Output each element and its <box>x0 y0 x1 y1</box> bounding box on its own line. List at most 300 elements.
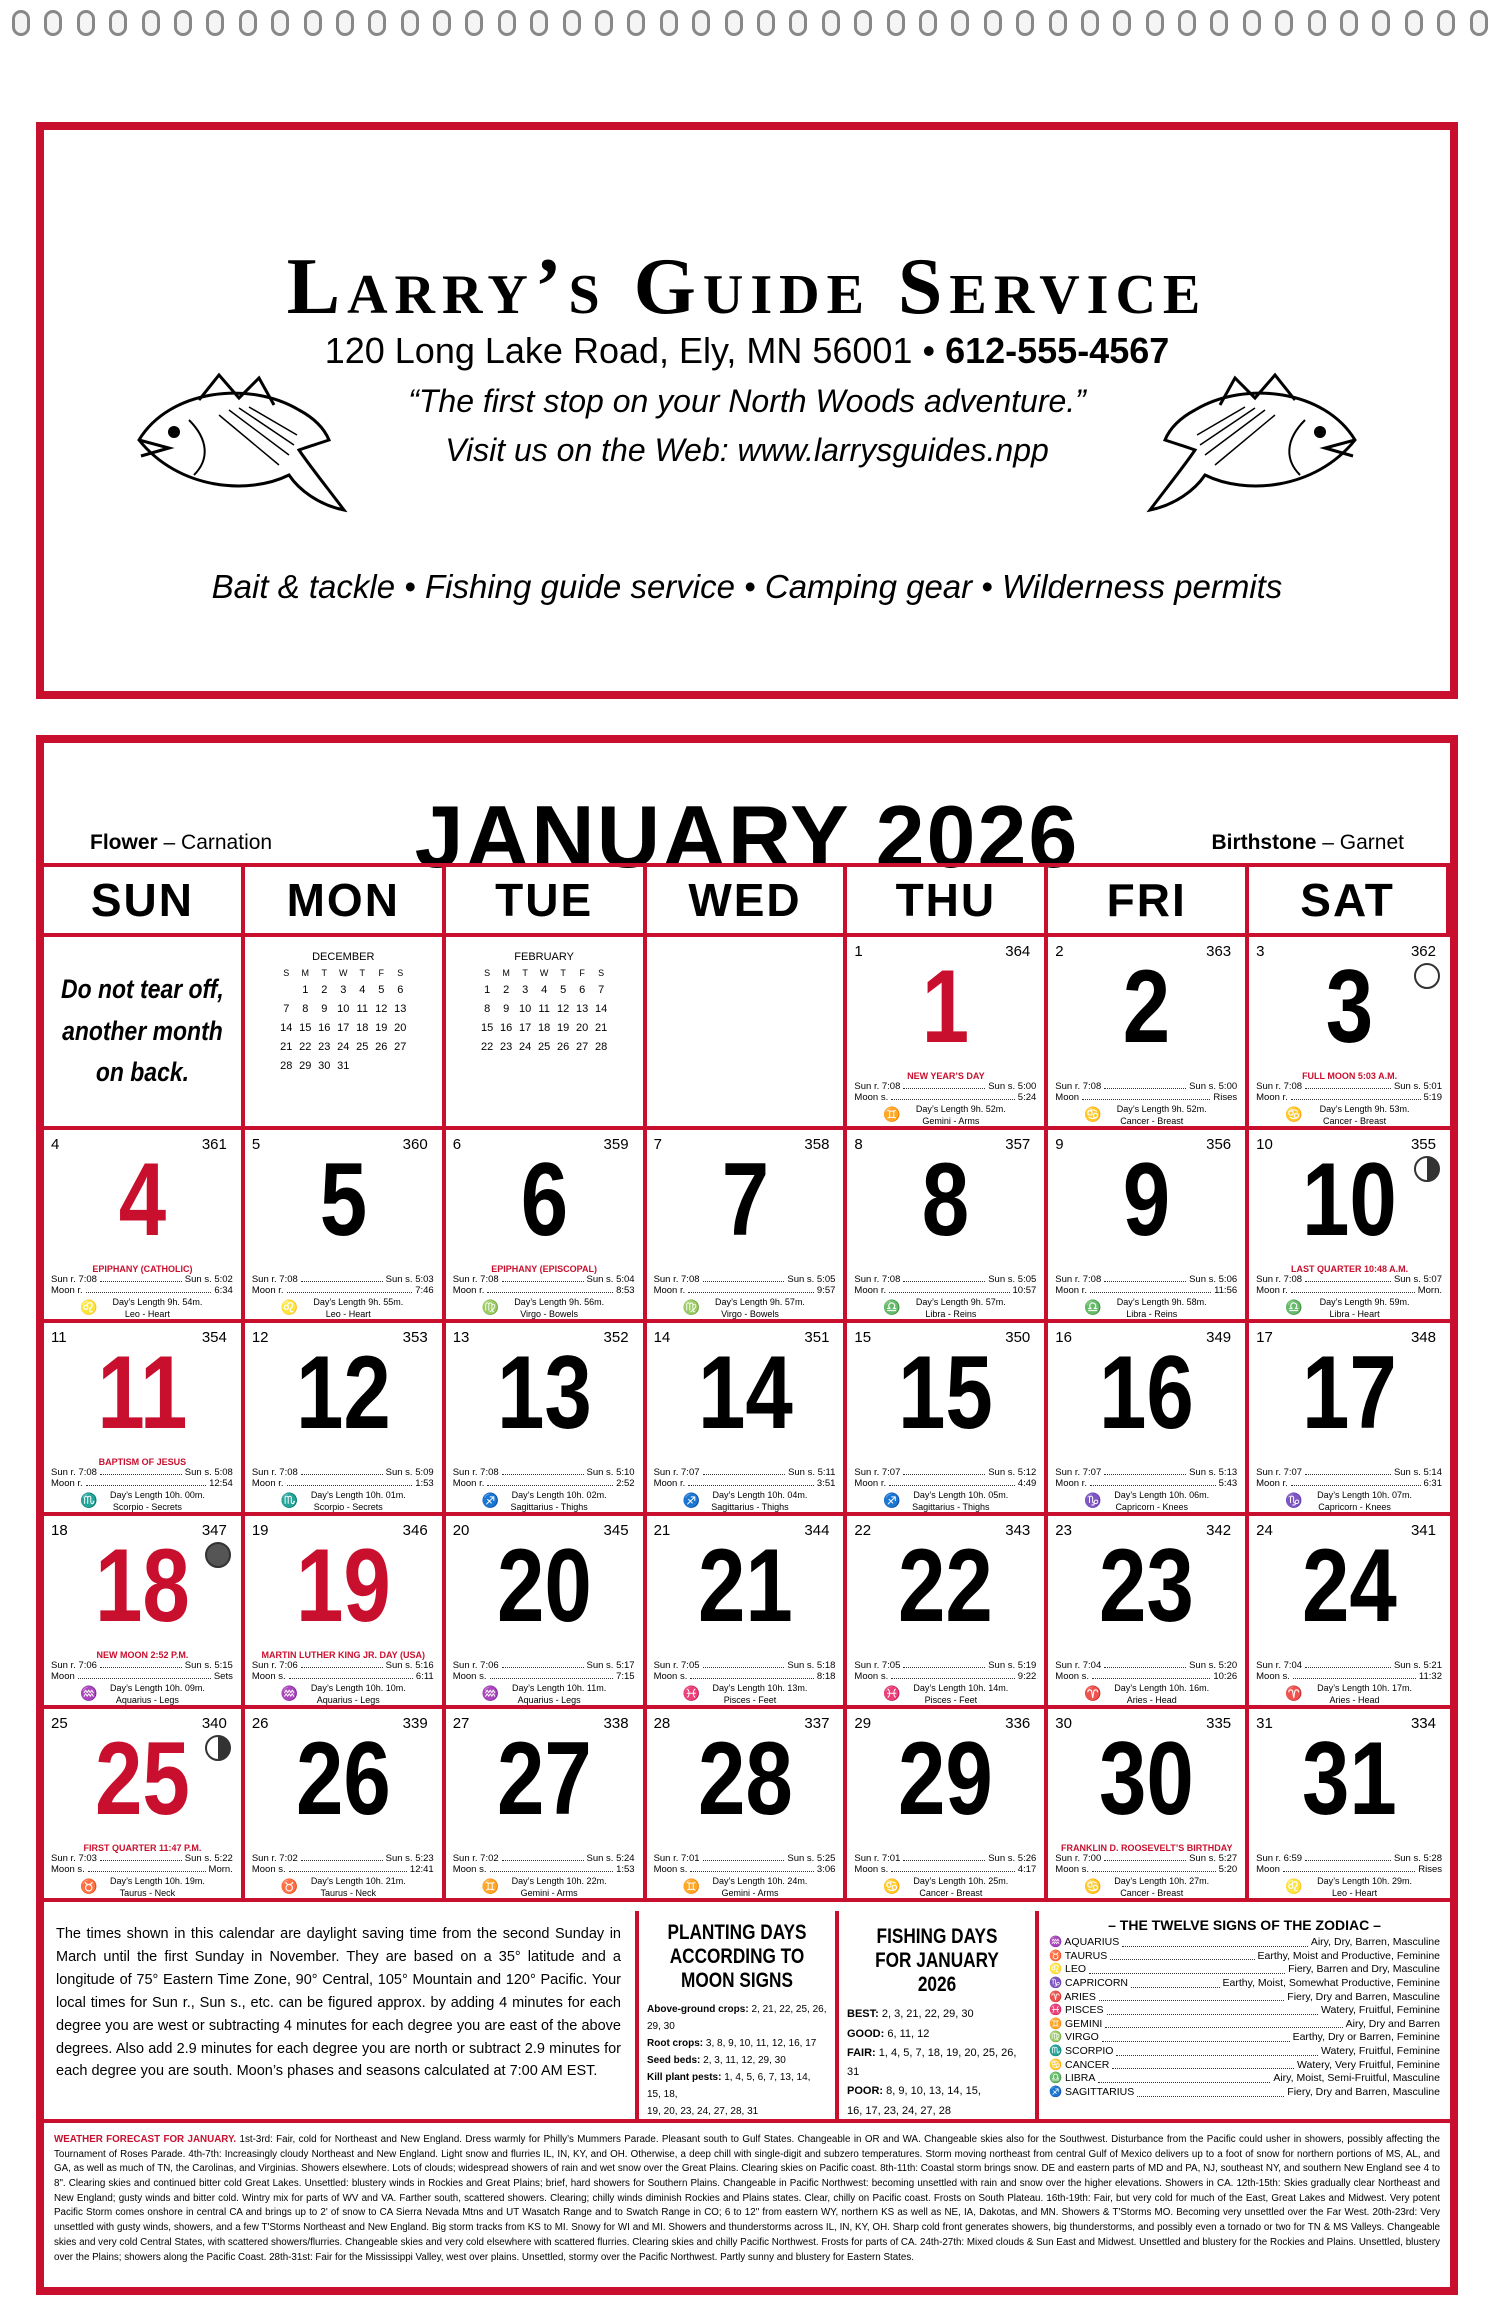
weather-forecast <box>44 2127 1450 2271</box>
dot-leader <box>1291 1092 1421 1100</box>
days-remaining: 346 <box>402 1522 428 1539</box>
mini-calendar-head-cell: W <box>539 968 549 978</box>
zodiac-icon: ♓ <box>883 1685 901 1701</box>
sunrise-time: Sun r. 7:08 <box>452 1274 499 1285</box>
spiral-coil <box>12 10 30 36</box>
day-number-small: 17 <box>1256 1329 1273 1346</box>
moon-label: Moon r. <box>1256 1478 1288 1489</box>
dot-leader <box>88 1864 206 1872</box>
sun-times <box>1256 1467 1442 1478</box>
dot-leader <box>1104 1274 1186 1282</box>
mini-calendar-day: 4 <box>541 983 548 996</box>
zodiac-icon: ♎ <box>1285 1299 1303 1315</box>
day-cell <box>44 1323 245 1516</box>
planting-title-line: MOON SIGNS <box>681 1969 793 1993</box>
fishing-row <box>847 2102 1027 2121</box>
day-number-small: 16 <box>1055 1329 1072 1346</box>
spiral-coil <box>1210 10 1228 36</box>
mini-calendar-day: 15 <box>481 1021 494 1034</box>
day-cell <box>1048 1516 1249 1709</box>
fishing-days: 16, 17, 23, 24, 27, 28 <box>847 2104 951 2117</box>
mini-calendar-day: 8 <box>302 1002 309 1015</box>
spiral-coil <box>304 10 322 36</box>
dot-leader <box>903 1467 985 1475</box>
sun-times <box>654 1660 836 1671</box>
zodiac-name: ♒ AQUARIUS <box>1049 1936 1120 1948</box>
zodiac-sign-label: Capricorn - Knees <box>1318 1502 1391 1512</box>
sunrise-time: Sun r. 7:08 <box>51 1467 97 1478</box>
moon-phase-icon <box>1414 963 1440 989</box>
dot-leader <box>502 1274 584 1282</box>
planting-days: 2, 21, 22, 25, 26, 29, 30 <box>647 2004 827 2033</box>
sunrise-time: Sun r. 7:08 <box>452 1467 499 1478</box>
sunrise-time: Sun r. 7:08 <box>251 1467 298 1478</box>
sunrise-time: Sun r. 7:08 <box>653 1274 700 1285</box>
mini-calendar-head-cell: S <box>598 968 605 978</box>
spiral-coil <box>789 10 807 36</box>
do-not-tear-note <box>59 937 226 1126</box>
mini-calendar-day: 2 <box>321 983 328 996</box>
holiday-label: FIRST QUARTER 11:47 P.M. <box>83 1843 202 1853</box>
mini-calendar-title: FEBRUARY <box>514 951 574 963</box>
days-remaining: 352 <box>603 1329 629 1346</box>
zodiac-traits: Earthy, Moist and Productive, Feminine <box>1257 1949 1440 1962</box>
day-length: Day’s Length 10h. 22m. <box>511 1876 607 1886</box>
day-length: Day’s Length 10h. 27m. <box>1114 1876 1210 1886</box>
moon-time: 6:34 <box>214 1285 233 1296</box>
dot-leader <box>1090 1478 1216 1486</box>
zodiac-sign-label: Gemini - Arms <box>520 1888 578 1898</box>
mini-calendar-day: 12 <box>557 1002 570 1015</box>
moon-time: Morn. <box>1417 1285 1442 1296</box>
mini-calendar-head-cell: S <box>283 968 290 978</box>
planting-category: Kill plant pests: <box>647 2072 722 2084</box>
zodiac-icon: ♍ <box>481 1299 500 1315</box>
sun-times <box>654 1467 836 1478</box>
mini-calendar-day: 6 <box>579 983 586 996</box>
moon-time: 10:26 <box>1213 1671 1238 1682</box>
moon-times <box>1256 1864 1442 1875</box>
sunrise-time: Sun r. 7:04 <box>1256 1660 1303 1671</box>
dot-leader <box>100 1467 182 1475</box>
mini-calendar-head-cell: S <box>397 968 404 978</box>
sunrise-time: Sun r. 7:08 <box>1055 1274 1102 1285</box>
moon-times <box>1256 1671 1442 1682</box>
mini-calendar-day: 12 <box>375 1002 388 1015</box>
zodiac-sign-label: Pisces - Feet <box>723 1695 777 1705</box>
sunset-time: Sun s. 5:06 <box>1189 1274 1238 1285</box>
days-remaining: 358 <box>804 1136 830 1153</box>
mini-calendar-day: 21 <box>280 1040 293 1053</box>
moon-time: 12:41 <box>409 1864 434 1875</box>
dot-leader <box>301 1467 383 1475</box>
day-length: Day’s Length 10h. 25m. <box>913 1876 1009 1886</box>
sunset-time: Sun s. 5:19 <box>988 1660 1037 1671</box>
sunrise-time: Sun r. 7:06 <box>51 1660 97 1671</box>
day-cell <box>847 1323 1048 1516</box>
moon-times <box>453 1478 635 1489</box>
dot-leader <box>889 1285 1009 1293</box>
moon-time: 1:53 <box>415 1478 434 1489</box>
spiral-coil <box>1016 10 1034 36</box>
mini-calendar-day: 6 <box>397 983 404 996</box>
mini-calendar-head-row <box>277 966 410 980</box>
moon-label: Moon r. <box>251 1285 284 1296</box>
zodiac-traits: Earthy, Dry or Barren, Feminine <box>1292 2031 1440 2044</box>
sunset-time: Sun s. 5:27 <box>1189 1853 1238 1864</box>
sunset-time: Sun s. 5:01 <box>1393 1081 1442 1092</box>
day-length: Day’s Length 10h. 04m. <box>712 1490 808 1500</box>
note-line: another month <box>62 1015 223 1046</box>
day-length: Day’s Length 10h. 19m. <box>109 1876 205 1886</box>
moon-label: Moon r. <box>854 1478 887 1489</box>
day-number: 16 <box>1099 1335 1195 1451</box>
planting-row <box>647 2035 827 2052</box>
mini-calendar-day: 9 <box>503 1002 510 1015</box>
moon-times <box>1256 1092 1442 1103</box>
zodiac-icon: ♎ <box>1084 1299 1102 1315</box>
moon-label: Moon s. <box>854 1671 889 1682</box>
spiral-coil <box>627 10 645 36</box>
holiday-label: EPIPHANY (EPISCOPAL) <box>491 1264 597 1274</box>
zodiac-name: ♏ SCORPIO <box>1049 2045 1114 2058</box>
days-remaining: 356 <box>1206 1136 1232 1153</box>
day-number-small: 31 <box>1256 1715 1273 1732</box>
zodiac-icon: ♉ <box>80 1878 98 1894</box>
sunset-time: Sun s. 5:08 <box>184 1467 233 1478</box>
zodiac-row <box>1049 2045 1440 2059</box>
dot-leader <box>1092 1864 1216 1872</box>
mini-calendar-day <box>353 1056 372 1075</box>
spiral-coil <box>1081 10 1099 36</box>
dot-leader <box>690 1671 814 1679</box>
flower-label: Flower <box>90 831 158 854</box>
mini-calendar-day: 13 <box>576 1002 589 1015</box>
sunset-time: Sun s. 5:22 <box>184 1853 233 1864</box>
day-number-small: 7 <box>653 1136 662 1153</box>
sunset-time: Sun s. 5:00 <box>988 1081 1037 1092</box>
days-remaining: 347 <box>201 1522 227 1539</box>
day-cell <box>446 1323 647 1516</box>
next-month-cell <box>446 937 647 1130</box>
day-number-small: 18 <box>51 1522 68 1539</box>
day-length: Day’s Length 10h. 02m. <box>511 1490 607 1500</box>
dot-leader <box>703 1660 785 1668</box>
days-remaining: 335 <box>1206 1715 1232 1732</box>
day-cell <box>44 1709 245 1902</box>
zodiac-sign-label: Scorpio - Secrets <box>112 1502 182 1512</box>
planting-days: 3, 8, 9, 10, 11, 12, 16, 17 <box>705 2038 817 2050</box>
day-length: Day’s Length 10h. 16m. <box>1114 1683 1210 1693</box>
moon-label: Moon s. <box>452 1864 487 1875</box>
zodiac-traits: Watery, Fruitful, Feminine <box>1320 2045 1440 2058</box>
moon-time: 4:17 <box>1017 1864 1037 1875</box>
advertisement-panel <box>36 122 1458 699</box>
sun-times <box>854 1853 1036 1864</box>
sun-times <box>1055 1853 1237 1864</box>
fishing-row <box>847 2005 1027 2024</box>
mini-calendar-day: 7 <box>283 1002 290 1015</box>
moon-time: 12:54 <box>209 1478 233 1489</box>
zodiac-sign-label: Virgo - Bowels <box>520 1309 579 1319</box>
zodiac-name: ♌ LEO <box>1049 1963 1087 1976</box>
moon-times <box>252 1864 434 1875</box>
mini-calendar-day: 1 <box>302 983 309 996</box>
mini-calendar-day: 20 <box>576 1021 589 1034</box>
dot-leader <box>1104 1467 1186 1475</box>
dot-leader <box>1092 1671 1210 1679</box>
mini-calendar-day: 25 <box>538 1040 551 1053</box>
mini-calendar-day: 30 <box>318 1059 331 1072</box>
sunrise-time: Sun r. 7:05 <box>854 1660 901 1671</box>
moon-label: Moon r. <box>51 1285 83 1296</box>
day-cell <box>1249 1323 1450 1516</box>
sunrise-time: Sun r. 7:08 <box>854 1274 901 1285</box>
moon-times <box>51 1478 233 1489</box>
sunrise-time: Sun r. 7:01 <box>653 1853 700 1864</box>
zodiac-sign-label: Leo - Heart <box>1332 1888 1378 1898</box>
dot-leader <box>287 1478 413 1486</box>
sunrise-time: Sun r. 7:05 <box>653 1660 700 1671</box>
planting-days: 2, 3, 11, 12, 29, 30 <box>703 2055 786 2067</box>
day-number: 23 <box>1099 1528 1195 1644</box>
zodiac-sign-label: Taurus - Neck <box>320 1888 377 1898</box>
dot-leader <box>1305 1853 1391 1861</box>
moon-times <box>854 1864 1036 1875</box>
holiday-label: LAST QUARTER 10:48 A.M. <box>1290 1264 1409 1274</box>
moon-label: Moon r. <box>452 1285 485 1296</box>
days-remaining: 354 <box>201 1329 227 1346</box>
mini-calendar-day: 3 <box>340 983 347 996</box>
zodiac-icon: ♊ <box>883 1106 901 1122</box>
day-number: 6 <box>520 1142 568 1258</box>
dot-leader <box>1082 1092 1210 1100</box>
weather-text: 1st-3rd: Fair, cold for Northeast and New England. Dress warmly for Philly’s Mummers Parade. Pleasant south to Gulf States. Changeable in OR and WA. Changeable skies also for the Southwest. Disturbance from the Pacific could usher in showers, possibly affecting the Tournament of Roses Parade. 4th-7th: Increasingly cloudy Northeast and New England. Light snow and flurries IL, IN, KY, and OH. Otherwise, a deep chill with single-digit and subzero temperatures. Storm moving northeast from central Gulf of Mexico delivers up to a foot of snow for northern portions of MS, AL, and GA, as well as much of TN, the Carolinas, and Virginias. Showers elsewhere. Lots of clouds; widespread showers of rain and wet snow over the Great Plains. Clearing skies on Pacific coast. 8th-11th: Coastal storm brings snow. DE and eastern parts of MD and PA, NJ, southeast NY, and southern New England see 4 to 8". Clearing skies and continued bitter cold Great Lakes. Unsettled: blustery winds in Rockies and Great Plains; brief, hard showers for Southern Plains. Changeable in Pacific Northwest: becoming unsettled with rain and snow over the higher elevations. Showers in CA. 12th-15th: Skies gradually clear Northeast and New England; gusty winds and bitter cold. Wintry mix for parts of WV and VA. Farther south, scattered showers. Clearing; chilly winds diminish Rockies and Plains states. Clear, chilly on Pacific coast. Frosts on South Plateau. 16th-19th: Fair, but very cold for much of the East, Great Lakes and Midwest. Very potent Pacific Storm comes onshore in central CA and brings up to 2' of snow to CA Sierra Nevada Mtns and UT Wasatch Range and to Swatch Range in CO; 6 to 12" from eastern WY, northern KS as well as NE, IA, Dakotas, and MN. Showers & T'Storms MO. Becoming very unsettled over the Far West. 20th-23rd: Very unsettled with gusty winds, showers, and a few T'Storms Northeast and New England. Big storm tracks from KS to MI. Snowy for WI and MI. Showers and thunderstorms across IL, IN, KY, OH. Sharp cold front generates showers, big thunderstorms, and possibly even a tornado or two for TN & MS Valleys. Changeable skies and very cold Central States, with scattered showers/flurries. Changeable skies and very cold elsewhere with scattered flurries. Clearing skies and chilly Pacific Northwest. Frosts for parts of CA. 24th-27th: Mixed clouds & Sun East and Midwest. Unsettled and blustery for the Rockies and Plains. Unsettled, blustery over the Plains; showers along the Pacific Coast. 28th-31st: Fair for the Mississippi Valley, west over plains. Unsettled, stormy over the Pacific Northwest. Partly sunny and blustery for Eastern States. <box>54 2134 1440 2263</box>
dot-leader <box>891 1864 1015 1872</box>
planting-days-box <box>639 1911 839 2119</box>
mini-calendar-day: 11 <box>538 1002 550 1015</box>
mini-calendar-day: 13 <box>394 1002 407 1015</box>
zodiac-icon: ♍ <box>682 1299 700 1315</box>
moon-time: 10:57 <box>1012 1285 1037 1296</box>
day-length: Day’s Length 10h. 14m. <box>913 1683 1009 1693</box>
mini-calendar-week <box>277 999 410 1018</box>
zodiac-name: ♍ VIRGO <box>1049 2031 1099 2044</box>
day-length: Day’s Length 9h. 52m. <box>915 1104 1006 1114</box>
zodiac-icon: ♋ <box>1084 1878 1102 1894</box>
moon-label: Moon r. <box>653 1478 686 1489</box>
zodiac-sign-label: Gemini - Arms <box>922 1116 980 1126</box>
mini-calendar-feb <box>446 951 643 1056</box>
moon-time: 5:20 <box>1218 1864 1238 1875</box>
mini-calendar-day: 7 <box>598 983 605 996</box>
moon-time: Rises <box>1213 1092 1238 1103</box>
moon-label: Moon s. <box>1055 1671 1090 1682</box>
note-line: Do not tear off, <box>61 973 224 1004</box>
sunset-time: Sun s. 5:10 <box>586 1467 635 1478</box>
days-remaining: 351 <box>804 1329 830 1346</box>
zodiac-row <box>1049 2086 1440 2100</box>
zodiac-row <box>1049 2018 1440 2032</box>
moon-times <box>854 1092 1036 1103</box>
sunset-time: Sun s. 5:18 <box>787 1660 836 1671</box>
sunset-time: Sun s. 5:16 <box>385 1660 434 1671</box>
day-number-small: 24 <box>1256 1522 1273 1539</box>
zodiac-row <box>1049 2031 1440 2045</box>
day-number-small: 1 <box>854 943 863 960</box>
sunset-time: Sun s. 5:04 <box>586 1274 635 1285</box>
sunrise-time: Sun r. 7:08 <box>854 1081 901 1092</box>
day-length: Day’s Length 10h. 29m. <box>1317 1876 1413 1886</box>
mini-calendar-head-cell: T <box>321 968 328 978</box>
dot-leader <box>688 1285 814 1293</box>
zodiac-sign-label: Scorpio - Secrets <box>313 1502 383 1512</box>
moon-times <box>51 1864 233 1875</box>
sunrise-time: Sun r. 7:06 <box>452 1660 499 1671</box>
weekday-header: SAT <box>1249 867 1450 937</box>
sun-times <box>453 1274 635 1285</box>
day-number: 1 <box>922 949 970 1065</box>
day-number: 15 <box>898 1335 994 1451</box>
spiral-coil <box>142 10 160 36</box>
day-length: Day’s Length 9h. 55m. <box>313 1297 404 1307</box>
spiral-coil <box>1243 10 1261 36</box>
mini-calendar-day: 11 <box>356 1002 368 1015</box>
dot-leader <box>1107 2004 1318 2015</box>
zodiac-traits: Fiery, Barren and Dry, Masculine <box>1288 1963 1440 1976</box>
mini-calendar-day: 26 <box>557 1040 570 1053</box>
days-remaining: 363 <box>1206 943 1232 960</box>
spiral-coil <box>1275 10 1293 36</box>
mini-calendar-day: 22 <box>481 1040 494 1053</box>
day-number: 5 <box>319 1142 367 1258</box>
mini-calendar-day: 17 <box>337 1021 350 1034</box>
holiday-label: BAPTISM OF JESUS <box>98 1457 187 1467</box>
spiral-coil <box>887 10 905 36</box>
dot-leader <box>100 1853 182 1861</box>
day-length: Day’s Length 9h. 57m. <box>915 1297 1006 1307</box>
planting-title-line: ACCORDING TO <box>669 1945 805 1969</box>
dot-leader <box>903 1853 985 1861</box>
days-remaining: 348 <box>1410 1329 1436 1346</box>
mini-calendar-day: 23 <box>318 1040 331 1053</box>
sunrise-time: Sun r. 7:07 <box>1055 1467 1102 1478</box>
mini-calendar-day: 18 <box>356 1021 369 1034</box>
sunset-time: Sun s. 5:12 <box>988 1467 1037 1478</box>
moon-label: Moon r. <box>653 1285 686 1296</box>
moon-times <box>453 1864 635 1875</box>
mini-calendar-day: 5 <box>378 983 385 996</box>
day-number-small: 9 <box>1055 1136 1064 1153</box>
day-cell <box>446 1516 647 1709</box>
planting-title-line: PLANTING DAYS <box>667 1921 807 1944</box>
day-number: 22 <box>898 1528 994 1644</box>
zodiac-sign-label: Taurus - Neck <box>119 1888 176 1898</box>
dot-leader <box>1090 1285 1211 1293</box>
mini-calendar-week <box>277 1037 410 1056</box>
mini-calendar-day <box>372 1056 391 1075</box>
zodiac-icon: ♉ <box>280 1878 299 1894</box>
mini-calendar-head-cell: T <box>560 968 566 978</box>
days-remaining: 340 <box>201 1715 227 1732</box>
dot-leader <box>487 1285 613 1293</box>
spiral-coil <box>239 10 257 36</box>
mini-calendar-week <box>277 1056 410 1075</box>
zodiac-sign-label: Sagittarius - Thighs <box>510 1502 588 1512</box>
sunrise-time: Sun r. 7:08 <box>251 1274 298 1285</box>
days-remaining: 350 <box>1005 1329 1031 1346</box>
mini-calendar-day: 2 <box>503 983 510 996</box>
zodiac-traits: Airy, Moist, Semi-Fruitful, Masculine <box>1273 2072 1440 2085</box>
dot-leader <box>301 1274 383 1282</box>
dot-leader <box>289 1864 407 1872</box>
planting-title <box>663 1921 811 1993</box>
zodiac-icon: ♋ <box>1084 1106 1102 1122</box>
mini-calendar-day: 23 <box>500 1040 513 1053</box>
spiral-coil <box>368 10 386 36</box>
zodiac-traits: Watery, Very Fruitful, Feminine <box>1297 2058 1440 2071</box>
flower-value: – Carnation <box>157 831 273 854</box>
mini-calendar-day <box>391 1056 410 1075</box>
day-length: Day’s Length 10h. 06m. <box>1114 1490 1210 1500</box>
spiral-coil <box>757 10 775 36</box>
zodiac-sign-label: Capricorn - Knees <box>1115 1502 1188 1512</box>
zodiac-sign-label: Virgo - Bowels <box>721 1309 779 1319</box>
dot-leader <box>688 1478 814 1486</box>
weather-label: WEATHER FORECAST FOR JANUARY. <box>54 2134 237 2145</box>
sun-times <box>1055 1081 1237 1092</box>
day-length: Day’s Length 10h. 11m. <box>512 1683 607 1693</box>
days-remaining: 339 <box>402 1715 428 1732</box>
moon-label: Moon s. <box>1256 1671 1290 1682</box>
dot-leader <box>301 1660 383 1668</box>
sun-times <box>854 1081 1036 1092</box>
sunset-time: Sun s. 5:20 <box>1189 1660 1238 1671</box>
dot-leader <box>1305 1274 1391 1282</box>
fishing-rating: BEST: <box>847 2008 879 2021</box>
day-cell <box>1249 937 1450 1130</box>
day-cell <box>245 1323 446 1516</box>
moon-label: Moon s. <box>653 1864 688 1875</box>
mini-calendar-day <box>277 980 296 999</box>
day-number-small: 11 <box>51 1329 67 1346</box>
moon-time: 4:49 <box>1017 1478 1037 1489</box>
sun-times <box>1256 1660 1442 1671</box>
mini-calendar-dec <box>245 951 442 1075</box>
sun-times <box>1256 1853 1442 1864</box>
zodiac-name: ♓ PISCES <box>1049 2004 1104 2017</box>
spiral-coil <box>919 10 937 36</box>
dot-leader <box>1098 2072 1270 2083</box>
birthstone-label: Birthstone <box>1211 831 1317 854</box>
day-number: 25 <box>94 1721 190 1837</box>
dot-leader <box>889 1478 1015 1486</box>
sun-times <box>252 1660 434 1671</box>
day-length: Day’s Length 9h. 54m. <box>112 1297 203 1307</box>
moon-times <box>51 1285 233 1296</box>
dot-leader <box>86 1285 212 1293</box>
mini-calendar-day: 21 <box>595 1021 608 1034</box>
day-number-small: 19 <box>251 1522 269 1539</box>
days-remaining: 337 <box>804 1715 830 1732</box>
zodiac-sign-label: Cancer - Breast <box>1323 1116 1387 1126</box>
spiral-coil <box>271 10 289 36</box>
sunset-time: Sun s. 5:17 <box>586 1660 635 1671</box>
day-cell <box>847 1709 1048 1902</box>
zodiac-icon: ♋ <box>1285 1106 1303 1122</box>
zodiac-name: ♑ CAPRICORN <box>1049 1976 1128 1989</box>
zodiac-icon: ♓ <box>682 1685 700 1701</box>
